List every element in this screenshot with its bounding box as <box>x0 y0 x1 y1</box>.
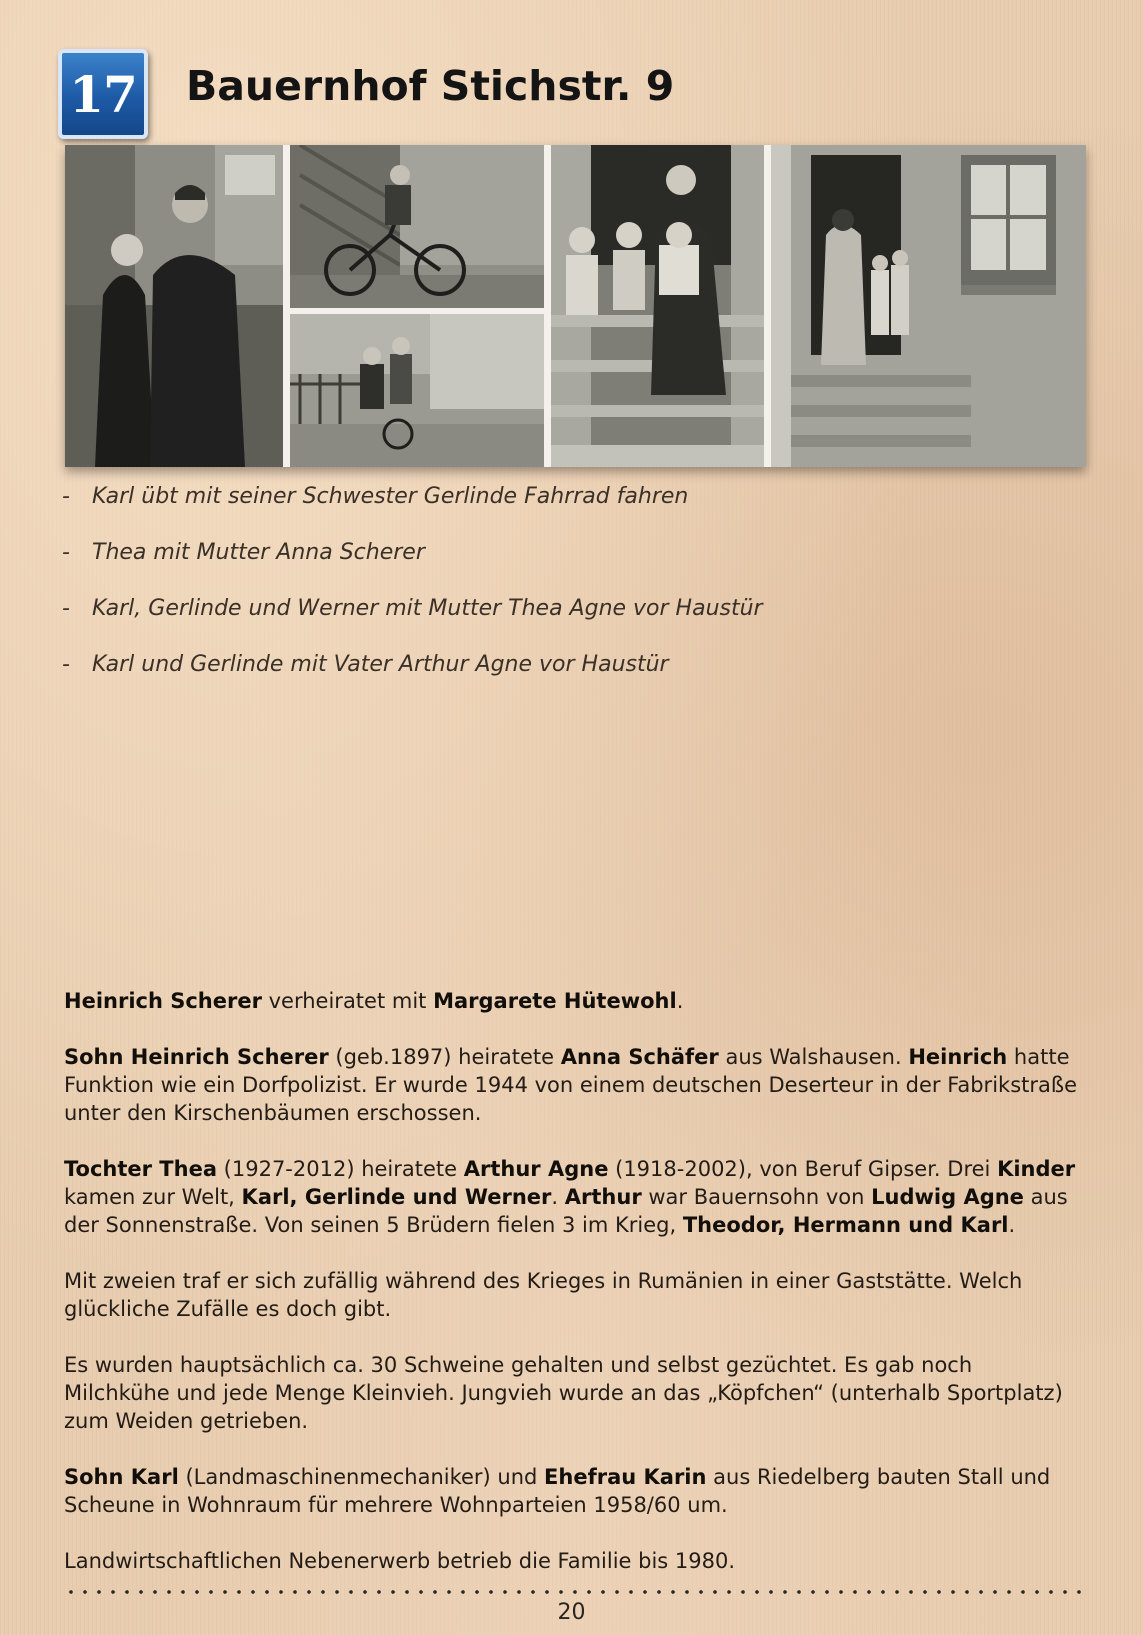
text-run: hatte Funktion wie ein Dorfpolizist. Er wurde 1944 von einem deutschen Deserteur in der Fabrikstraße unter den Kirschenbäumen erschossen. <box>64 1045 1078 1125</box>
caption-dash: - <box>62 540 70 565</box>
photo-mother-children <box>551 145 764 467</box>
bold-text: Sohn Karl <box>64 1465 179 1489</box>
bold-text: Theodor, Hermann und Karl <box>682 1213 1009 1237</box>
caption-item <box>62 596 763 652</box>
caption-item <box>62 484 763 540</box>
paragraph <box>64 1351 1084 1435</box>
page-title: Bauernhof Stichstr. 9 <box>186 62 675 110</box>
bold-text: Arthur Agne <box>463 1157 609 1181</box>
text-run: . <box>1008 1213 1016 1237</box>
paragraph <box>64 1043 1084 1127</box>
caption-text: Karl, Gerlinde und Werner mit Mutter Thea Agne vor Haustür <box>92 596 763 621</box>
photo-captions <box>62 484 763 708</box>
paragraph <box>64 1155 1084 1239</box>
paragraph <box>64 1267 1084 1323</box>
text-run: Mit zweien traf er sich zufällig während des Krieges in Rumänien in einer Gaststätte. Welch glückliche Zufälle es doch gibt. <box>64 1269 1023 1321</box>
caption-dash: - <box>62 596 70 621</box>
bold-text: Tochter Thea <box>64 1157 217 1181</box>
bold-text: Sohn Heinrich Scherer <box>64 1045 329 1069</box>
bold-text: Ludwig Agne <box>871 1185 1024 1209</box>
bold-text: Anna Schäfer <box>560 1045 719 1069</box>
photo-collage <box>65 145 1086 467</box>
text-run: aus der Sonnenstraße. Von seinen 5 Brüdern fielen 3 im Krieg, <box>64 1185 1068 1237</box>
caption-text: Thea mit Mutter Anna Scherer <box>92 540 425 565</box>
text-run: aus Walshausen. <box>718 1045 909 1069</box>
bold-text: Karl, Gerlinde und Werner <box>241 1185 552 1209</box>
page-number: 20 <box>557 1600 586 1625</box>
text-run: (geb.1897) heiratete <box>328 1045 561 1069</box>
caption-dash: - <box>62 484 70 509</box>
text-run: Es wurden hauptsächlich ca. 30 Schweine gehalten und selbst gezüchtet. Es gab noch Milchkühe und jede Menge Kleinvieh. Jungvieh wurde an das „Köpfchen“ (unterhalb Sportplatz) zum Weiden getrieben. <box>64 1353 1063 1433</box>
text-run: verheiratet mit <box>261 989 434 1013</box>
bold-text: Heinrich <box>908 1045 1008 1069</box>
text-run: (1918-2002), von Beruf Gipser. Drei <box>608 1157 998 1181</box>
text-run: (1927-2012) heiratete <box>217 1157 464 1181</box>
bold-text: Margarete Hütewohl <box>433 989 677 1013</box>
bold-text: Heinrich Scherer <box>64 989 262 1013</box>
photo-bicycle-2 <box>290 314 544 467</box>
caption-dash: - <box>62 652 70 677</box>
section-number-badge <box>58 49 148 139</box>
text-run: . <box>551 1185 565 1209</box>
bold-text: Arthur <box>564 1185 642 1209</box>
photo-mother-daughter <box>65 145 283 467</box>
caption-text: Karl und Gerlinde mit Vater Arthur Agne vor Haustür <box>92 652 669 677</box>
paragraph <box>64 1463 1084 1519</box>
text-run: aus Riedelberg bauten Stall und Scheune in Wohnraum für mehrere Wohnparteien 1958/60 um. <box>64 1465 1051 1517</box>
photo-bicycle-1 <box>290 145 544 308</box>
text-run: kamen zur Welt, <box>64 1185 242 1209</box>
section-number: 17 <box>69 64 137 124</box>
bold-text: Kinder <box>997 1157 1076 1181</box>
caption-item <box>62 540 763 596</box>
dotted-divider <box>64 1589 1084 1595</box>
caption-item <box>62 652 763 708</box>
text-run: Landwirtschaftlichen Nebenerwerb betrieb die Familie bis 1980. <box>64 1549 736 1573</box>
text-run: . <box>676 989 684 1013</box>
photo-father-children <box>771 145 1086 467</box>
caption-text: Karl übt mit seiner Schwester Gerlinde Fahrrad fahren <box>92 484 689 509</box>
text-run: war Bauernsohn von <box>641 1185 872 1209</box>
bold-text: Ehefrau Karin <box>544 1465 707 1489</box>
paragraph <box>64 1547 1084 1575</box>
text-run: (Landmaschinenmechaniker) und <box>178 1465 545 1489</box>
paragraph <box>64 987 1084 1015</box>
main-text <box>64 987 1084 1603</box>
